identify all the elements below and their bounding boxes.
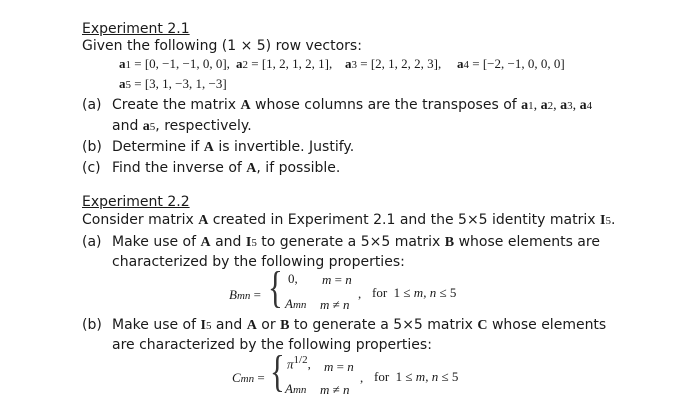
- part-b-label: (b): [82, 317, 102, 333]
- vector-a1: a1 = [0, −1, −1, 0, 0],: [119, 56, 230, 71]
- item-text-c: Find the inverse of A, if possible.: [112, 160, 341, 176]
- b-range: for 1 ≤ m, n ≤ 5: [372, 285, 457, 300]
- item-text-a-cont: and a5, respectively.: [112, 118, 252, 134]
- b-case1-value: 0,: [288, 271, 298, 286]
- item-text-a: Create the matrix A whose columns are the transposes of a1, a2, a3, a4: [112, 97, 593, 113]
- part-b-line2: are characterized by the following properties:: [112, 337, 432, 353]
- part-a-line2: characterized by the following properties:: [112, 254, 405, 270]
- experiment-2-1-intro: Given the following (1 × 5) row vectors:: [82, 38, 362, 54]
- item-label-a: (a): [82, 97, 102, 113]
- b-case2-condition: m ≠ n: [320, 297, 350, 312]
- experiment-2-1-title: Experiment 2.1: [82, 21, 190, 37]
- item-label-c: (c): [82, 160, 101, 176]
- b-brace: {: [268, 263, 283, 312]
- c-range: for 1 ≤ m, n ≤ 5: [374, 369, 459, 384]
- c-case2-condition: m ≠ n: [320, 382, 350, 397]
- experiment-2-2-title: Experiment 2.2: [82, 194, 190, 210]
- vector-a3: a3 = [2, 1, 2, 2, 3],: [345, 56, 442, 71]
- item-text-b: Determine if A is invertible. Justify.: [112, 139, 355, 155]
- c-separator: ,: [360, 370, 364, 385]
- b-case1-condition: m = n: [322, 272, 352, 287]
- c-case1-value: $\pi^{1/2}$,: [287, 354, 311, 372]
- b-separator: ,: [358, 286, 362, 301]
- b-lhs: Bmn =: [229, 287, 261, 302]
- vector-a5: a5 = [3, 1, −3, 1, −3]: [119, 76, 227, 91]
- b-case2-value: Amn: [285, 296, 307, 311]
- c-case1-condition: m = n: [324, 359, 354, 374]
- part-b-line1: Make use of I5 and A or B to generate a 5×5 matrix C whose elements: [112, 317, 607, 333]
- part-a-line1: Make use of A and I5 to generate a 5×5 matrix B whose elements are: [112, 234, 600, 250]
- c-brace: {: [270, 347, 285, 396]
- c-case2-value: Amn: [285, 381, 307, 396]
- cropped-header: [0, 0, 700, 10]
- part-a-label: (a): [82, 234, 102, 250]
- experiment-2-2-intro: Consider matrix A created in Experiment 2.1 and the 5×5 identity matrix I5.: [82, 212, 616, 228]
- vector-a2: a2 = [1, 2, 1, 2, 1],: [236, 56, 333, 71]
- item-label-b: (b): [82, 139, 102, 155]
- c-lhs: Cmn =: [232, 370, 265, 385]
- vector-a4: a4 = [−2, −1, 0, 0, 0]: [457, 56, 565, 71]
